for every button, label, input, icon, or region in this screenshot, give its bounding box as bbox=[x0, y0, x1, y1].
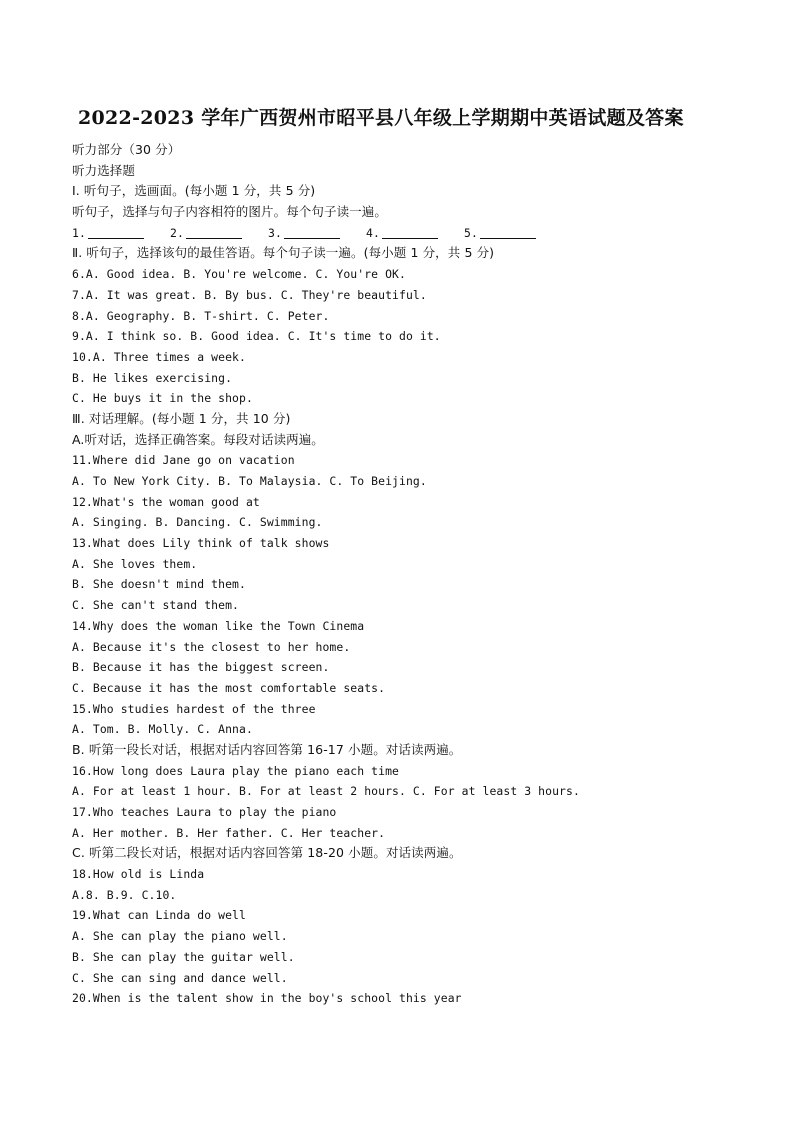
text-line: 8.A. Geography. B. T-shirt. C. Peter. bbox=[72, 308, 330, 323]
text-line: 20.When is the talent show in the boy's school this year bbox=[72, 991, 462, 1006]
answer-blank: 3. bbox=[268, 223, 366, 244]
question-list bbox=[72, 243, 732, 1008]
text-line: 19.What can Linda do well bbox=[72, 908, 246, 923]
text-line: C. He buys it in the shop. bbox=[72, 391, 253, 406]
text-line: 11.Where did Jane go on vacation bbox=[72, 453, 295, 468]
answer-blank: 1. bbox=[72, 223, 170, 244]
text-line: C. Because it has the most comfortable seats. bbox=[72, 680, 386, 695]
answer-blank: 4. bbox=[366, 223, 464, 244]
text-line: A. To New York City. B. To Malaysia. C. To Beijing. bbox=[72, 474, 427, 488]
text-line: 17.Who teaches Laura to play the piano bbox=[72, 805, 337, 819]
text-line: A. Her mother. B. Her father. C. Her teacher. bbox=[72, 825, 386, 840]
part-instruction-1: 听句子，选择与句子内容相符的图片。每个句子读一遍。 bbox=[72, 204, 388, 220]
page-title: 2022-2023 学年广西贺州市昭平县八年级上学期期中英语试题及答案 bbox=[78, 107, 684, 129]
text-line: 10.A. Three times a week. bbox=[72, 349, 246, 364]
text-line: B. She can play the guitar well. bbox=[72, 949, 295, 964]
answer-blank: 2. bbox=[170, 223, 268, 244]
text-line: 16.How long does Laura play the piano each time bbox=[72, 763, 400, 778]
text-line: Ⅲ. 对话理解。(每小题 1 分，共 10 分) bbox=[72, 410, 291, 426]
text-line: 6.A. Good idea. B. You're welcome. C. You're OK. bbox=[72, 267, 406, 282]
text-line: 12.What's the woman good at bbox=[72, 494, 260, 509]
document-page bbox=[72, 104, 732, 1009]
text-line: 7.A. It was great. B. By bus. C. They're beautiful. bbox=[72, 287, 427, 302]
part-heading-1: Ⅰ. 听句子，选画面。(每小题 1 分，共 5 分) bbox=[72, 183, 316, 199]
text-line: A. For at least 1 hour. B. For at least 2 hours. C. For at least 3 hours. bbox=[72, 784, 580, 799]
text-line: C. 听第二段长对话，根据对话内容回答第 18-20 小题。对话读两遍。 bbox=[72, 845, 462, 861]
text-line: A.听对话，选择正确答案。每段对话读两遍。 bbox=[72, 431, 324, 447]
text-line: Ⅱ. 听句子，选择该句的最佳答语。每个句子读一遍。(每小题 1 分，共 5 分) bbox=[72, 245, 495, 261]
text-line: 18.How old is Linda bbox=[72, 867, 205, 882]
text-line: B. He likes exercising. bbox=[72, 370, 233, 385]
text-line: 13.What does Lily think of talk shows bbox=[72, 536, 330, 551]
section-heading-listening: 听力部分（30 分） bbox=[72, 142, 181, 157]
text-line: C. She can sing and dance well. bbox=[72, 970, 288, 985]
text-line: 14.Why does the woman like the Town Cinema bbox=[72, 618, 365, 633]
text-line: A. She loves them. bbox=[72, 556, 198, 571]
subsection-heading: 听力选择题 bbox=[72, 162, 136, 178]
text-line: A. Tom. B. Molly. C. Anna. bbox=[72, 722, 253, 737]
text-line: A.8. B.9. C.10. bbox=[72, 887, 177, 902]
text-line: 15.Who studies hardest of the three bbox=[72, 701, 316, 716]
text-line: 9.A. I think so. B. Good idea. C. It's time to do it. bbox=[72, 329, 441, 344]
text-line: B. Because it has the biggest screen. bbox=[72, 660, 330, 675]
text-line: A. Because it's the closest to her home. bbox=[72, 639, 351, 654]
text-line: B. She doesn't mind them. bbox=[72, 577, 246, 592]
answer-blank: 5. bbox=[464, 223, 562, 244]
answer-blanks-row bbox=[72, 223, 732, 244]
text-line: B. 听第一段长对话，根据对话内容回答第 16-17 小题。对话读两遍。 bbox=[72, 741, 462, 757]
text-line: A. Singing. B. Dancing. C. Swimming. bbox=[72, 515, 323, 530]
text-line: C. She can't stand them. bbox=[72, 598, 239, 613]
text-line: A. She can play the piano well. bbox=[72, 929, 288, 944]
